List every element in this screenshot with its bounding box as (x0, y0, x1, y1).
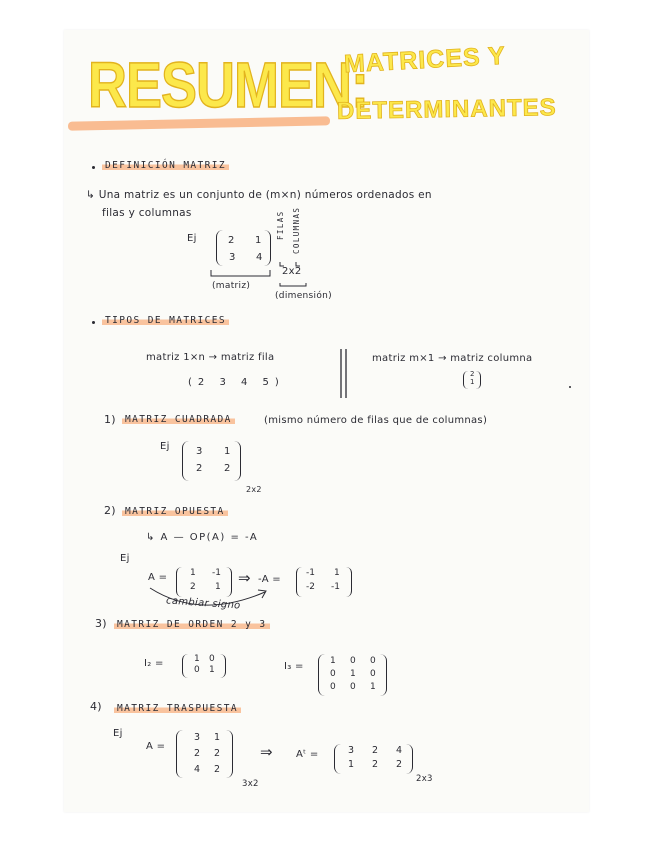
dimension-caption: (dimensión) (275, 291, 332, 301)
columnas-label: COLUMNAS (292, 206, 301, 254)
matrix-cell: 2 (190, 582, 196, 592)
implies-arrow: ⇒ (238, 569, 251, 587)
title-line1: MATRICES Y (343, 41, 507, 79)
matrix-cell: 3 (348, 745, 355, 756)
item-number: 1) (104, 413, 116, 426)
matrix-cell: 0 (330, 669, 336, 679)
cuadrada-note: (mismo número de filas que de columnas) (264, 415, 488, 426)
definition-text-line1: ↳ Una matriz es un conjunto de (m×n) números ordenados en (86, 189, 432, 201)
matrix-cell: 1 (470, 378, 475, 386)
matrix-cell: 2 (372, 759, 379, 770)
section-heading-cuadrada: MATRIZ CUADRADA (122, 414, 235, 425)
dimension-brace (280, 283, 306, 286)
matrix-cell: 2 (224, 463, 231, 474)
ej-label: Ej (160, 441, 170, 452)
curved-arrow (150, 588, 265, 605)
definition-text-line2: filas y columnas (102, 207, 192, 219)
matrix-cell: 1 (215, 582, 221, 592)
a-label: A = (146, 741, 166, 752)
dimension-value: 3x2 (242, 779, 259, 789)
a-label: A = (148, 572, 168, 583)
matrix-cell: 2 (214, 764, 221, 775)
matrix-cell: 0 (350, 682, 356, 692)
matrix-cell: 4 (256, 252, 263, 263)
matrix-cell: -1 (306, 568, 315, 578)
matrix-cell: 2 (396, 759, 403, 770)
item-number: 4) (90, 700, 102, 713)
matrix-cell: 1 (350, 669, 356, 679)
matrix-cell: 1 (334, 568, 340, 578)
filas-label: FILAS (276, 210, 285, 240)
matrix-cell: 4 (396, 745, 403, 756)
ej-label: Ej (187, 233, 197, 244)
matrix-cell: 2 (194, 748, 201, 759)
matrix-brace (211, 270, 270, 276)
matrix-cell: -2 (306, 582, 315, 592)
matrix-cell: 3 (229, 252, 236, 263)
section-heading-traspuesta: MATRIZ TRASPUESTA (114, 703, 241, 714)
matrix-cell: 2 (228, 235, 235, 246)
item-number: 3) (95, 617, 107, 630)
title-line2: DETERMINANTES (336, 94, 557, 125)
matriz-caption: (matriz) (212, 281, 251, 291)
matrix-cell: -1 (331, 582, 340, 592)
matrix-cell: 1 (255, 235, 262, 246)
matrix-cell: 1 (214, 732, 221, 743)
matrix-cell: 4 (194, 764, 201, 775)
title-main: RESUMEN: (88, 50, 369, 121)
matrix-cell: 2 (196, 463, 203, 474)
dimension-ticks (280, 262, 300, 266)
matrix-cell: 2 (470, 370, 475, 378)
fila-example: (2 3 4 5) (188, 377, 285, 388)
ej-label: Ej (113, 728, 123, 739)
i2-label: I₂ = (144, 658, 164, 669)
ej-label: Ej (120, 553, 130, 564)
matrix-cell: 2 (214, 748, 221, 759)
section-heading-opuesta: MATRIZ OPUESTA (122, 506, 228, 517)
ink-dot (569, 386, 571, 388)
cambiar-signo-note: cambiar signo (165, 595, 241, 612)
matrix-cell: 0 (330, 682, 336, 692)
item-number: 2) (104, 504, 116, 517)
dimension-value: 2x2 (282, 266, 302, 277)
matrix-cell: 1 (194, 654, 200, 664)
matrix-cell: 3 (196, 446, 203, 457)
matrix-cell: 1 (224, 446, 231, 457)
matrix-cell: -1 (212, 568, 221, 578)
matrix-cell: 0 (350, 656, 356, 666)
neg-a-label: -A = (258, 574, 281, 585)
section-heading-definicion: DEFINICIÓN MATRIZ (102, 160, 229, 171)
matrix-cell: 0 (209, 654, 215, 664)
implies-arrow: ⇒ (260, 743, 273, 761)
fila-rule: matriz 1×n → matriz fila (146, 352, 275, 363)
at-label: Aᵗ = (296, 749, 319, 760)
matrix-cell: 1 (348, 759, 355, 770)
columna-rule: matriz m×1 → matriz columna (372, 353, 533, 364)
dimension-value: 2x3 (416, 774, 433, 784)
section-heading-tipos: TIPOS DE MATRICES (102, 315, 229, 326)
matrix-cell: 3 (194, 732, 201, 743)
matrix-cell: 0 (194, 665, 200, 675)
section-heading-orden: MATRIZ DE ORDEN 2 y 3 (114, 619, 270, 630)
matrix-cell: 1 (330, 656, 336, 666)
matrix-cell: 1 (209, 665, 215, 675)
matrix-cell: 1 (190, 568, 196, 578)
matrix-cell: 2 (372, 745, 379, 756)
matrix-cell: 0 (370, 669, 376, 679)
i3-label: I₃ = (284, 661, 304, 672)
matrix-cell: 1 (370, 682, 376, 692)
matrix-cell: 0 (370, 656, 376, 666)
dimension-value: 2x2 (246, 485, 262, 494)
opuesta-rule: ↳ A — OP(A) = -A (146, 532, 259, 543)
